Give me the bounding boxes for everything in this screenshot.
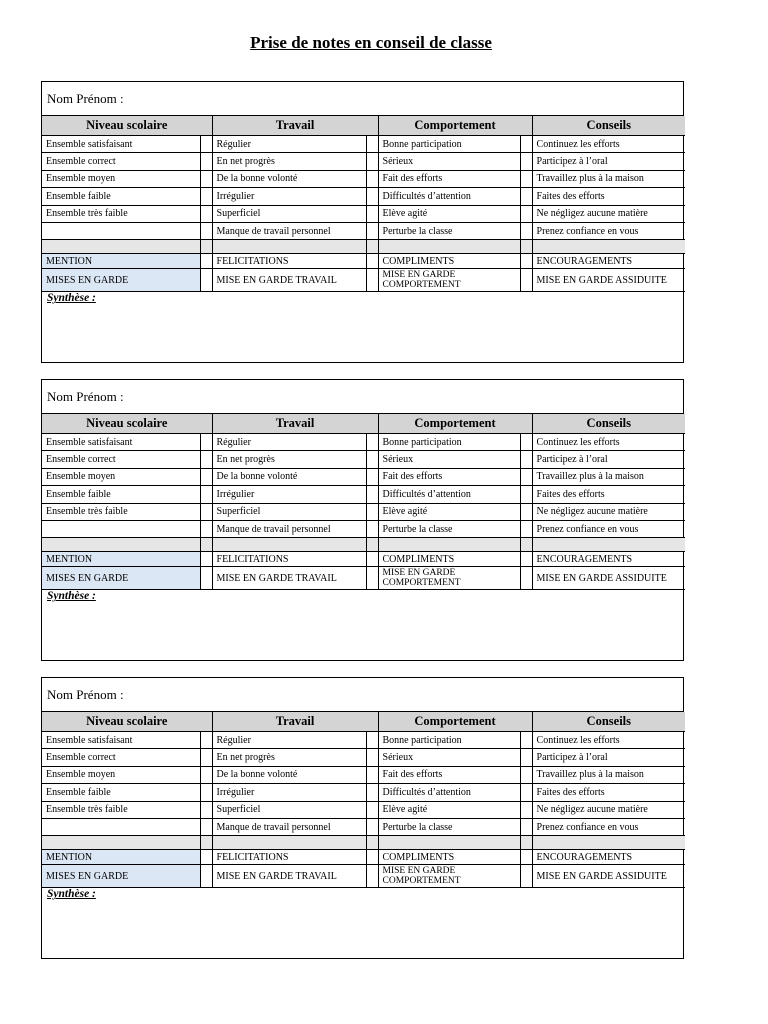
mention-label: ENCOURAGEMENTS [532,850,685,865]
option-row [42,732,685,749]
option-label: Difficultés d’attention [378,486,520,503]
mise-en-garde-label: MISE EN GARDE TRAVAIL [212,865,366,888]
checkbox-cell[interactable] [200,451,212,468]
option-label: Manque de travail personnel [212,222,366,239]
separator-cell [532,240,685,254]
option-row [42,434,685,451]
column-header: Conseils [532,712,685,732]
checkbox-cell[interactable] [200,205,212,222]
checkbox-cell[interactable] [366,136,378,153]
checkbox-cell[interactable] [520,188,532,205]
mise-en-garde-label: MISE EN GARDE COMPORTEMENT [378,865,520,888]
checkbox-cell[interactable] [366,222,378,239]
option-label [42,520,200,537]
checkbox-cell[interactable] [520,136,532,153]
checkbox-cell[interactable] [520,170,532,187]
checkbox-cell[interactable] [520,451,532,468]
header-row [42,414,685,434]
column-header: Niveau scolaire [42,712,212,732]
separator-cell [200,240,212,254]
checkbox-cell[interactable] [366,434,378,451]
mention-label: MENTION [42,552,200,567]
checkbox-cell[interactable] [200,468,212,485]
student-form-2 [41,379,684,661]
mise-en-garde-label: MISES EN GARDE [42,567,200,590]
mention-label: COMPLIMENTS [378,552,520,567]
option-label: En net progrès [212,153,366,170]
option-row [42,766,685,783]
header-row [42,116,685,136]
separator-cell [378,836,520,850]
option-label: Irrégulier [212,188,366,205]
nom-prenom-label: Nom Prénom : [47,389,124,404]
header-row [42,712,685,732]
separator-cell [200,836,212,850]
option-row [42,503,685,520]
option-label: Ensemble correct [42,749,200,766]
checkbox-cell[interactable] [366,188,378,205]
checkbox-cell[interactable] [366,801,378,818]
checkbox-cell[interactable] [520,486,532,503]
option-row [42,136,685,153]
synthese-area[interactable] [42,292,683,362]
option-label: Travaillez plus à la maison [532,468,685,485]
mention-row [42,552,685,567]
checkbox-cell[interactable] [366,567,378,590]
option-label: Superficiel [212,205,366,222]
checkbox-cell[interactable] [200,170,212,187]
checkbox-cell[interactable] [366,254,378,269]
checkbox-cell[interactable] [366,818,378,835]
option-row [42,801,685,818]
separator-cell [212,836,366,850]
checkbox-cell[interactable] [520,254,532,269]
option-label: Prenez confiance en vous [532,222,685,239]
checkbox-cell[interactable] [520,749,532,766]
option-label: Ensemble correct [42,153,200,170]
checkbox-cell[interactable] [200,486,212,503]
separator-row [42,538,685,552]
option-label: Perturbe la classe [378,818,520,835]
separator-cell [366,240,378,254]
mise-en-garde-label: MISE EN GARDE TRAVAIL [212,269,366,292]
checkbox-cell[interactable] [366,269,378,292]
option-label: Participez à l’oral [532,451,685,468]
option-label: Fait des efforts [378,468,520,485]
separator-cell [520,240,532,254]
checkbox-cell[interactable] [200,269,212,292]
checkbox-cell[interactable] [520,850,532,865]
option-label: Ensemble satisfaisant [42,136,200,153]
option-label: Ensemble moyen [42,170,200,187]
option-label: Ensemble faible [42,784,200,801]
separator-row [42,836,685,850]
checkbox-cell[interactable] [520,434,532,451]
option-row [42,153,685,170]
option-label: En net progrès [212,749,366,766]
option-label: Travaillez plus à la maison [532,766,685,783]
option-label: Fait des efforts [378,766,520,783]
option-label: Continuez les efforts [532,136,685,153]
option-label: De la bonne volonté [212,766,366,783]
column-header: Comportement [378,116,532,136]
separator-cell [378,240,520,254]
separator-cell [532,538,685,552]
option-label: Participez à l’oral [532,153,685,170]
separator-cell [366,538,378,552]
option-row [42,749,685,766]
separator-cell [212,538,366,552]
option-label: En net progrès [212,451,366,468]
option-row [42,170,685,187]
option-label: Ensemble faible [42,486,200,503]
mention-label: FELICITATIONS [212,254,366,269]
nom-prenom-label: Nom Prénom : [47,687,124,702]
option-label: Sérieux [378,451,520,468]
checkbox-cell[interactable] [366,205,378,222]
option-label [42,222,200,239]
option-row [42,222,685,239]
column-header: Comportement [378,414,532,434]
checkbox-cell[interactable] [520,503,532,520]
mises-en-garde-row [42,865,685,888]
checkbox-cell[interactable] [366,468,378,485]
separator-cell [42,240,200,254]
mention-label: COMPLIMENTS [378,254,520,269]
checkbox-cell[interactable] [366,552,378,567]
mise-en-garde-label: MISE EN GARDE ASSIDUITE [532,269,685,292]
checkbox-cell[interactable] [200,434,212,451]
option-label: Ensemble satisfaisant [42,434,200,451]
option-label: Participez à l’oral [532,749,685,766]
column-header: Conseils [532,414,685,434]
checkbox-cell[interactable] [366,170,378,187]
option-label [42,818,200,835]
checkbox-cell[interactable] [366,865,378,888]
option-label: Bonne participation [378,434,520,451]
checkbox-cell[interactable] [200,766,212,783]
option-label: Bonne participation [378,732,520,749]
option-label: Régulier [212,136,366,153]
option-label: Elève agité [378,801,520,818]
column-header: Niveau scolaire [42,116,212,136]
option-label: Fait des efforts [378,170,520,187]
option-row [42,188,685,205]
checkbox-cell[interactable] [520,552,532,567]
option-row [42,451,685,468]
mention-label: FELICITATIONS [212,552,366,567]
option-label: Ensemble correct [42,451,200,468]
nom-prenom-field[interactable] [42,678,683,712]
nom-prenom-field[interactable] [42,82,683,116]
option-label: Ensemble très faible [42,205,200,222]
evaluation-table [42,712,685,888]
option-label: De la bonne volonté [212,170,366,187]
option-label: Ne négligez aucune matière [532,205,685,222]
checkbox-cell[interactable] [520,766,532,783]
option-label: Faites des efforts [532,188,685,205]
column-header: Conseils [532,116,685,136]
checkbox-cell[interactable] [200,520,212,537]
checkbox-cell[interactable] [200,153,212,170]
checkbox-cell[interactable] [366,766,378,783]
synthese-label: Synthèse : [47,292,96,305]
option-label: Manque de travail personnel [212,520,366,537]
nom-prenom-label: Nom Prénom : [47,91,124,106]
separator-cell [378,538,520,552]
option-label: Prenez confiance en vous [532,520,685,537]
evaluation-table [42,414,685,590]
mise-en-garde-label: MISE EN GARDE COMPORTEMENT [378,567,520,590]
option-label: Continuez les efforts [532,732,685,749]
mise-en-garde-label: MISE EN GARDE ASSIDUITE [532,567,685,590]
checkbox-cell[interactable] [200,136,212,153]
checkbox-cell[interactable] [200,732,212,749]
checkbox-cell[interactable] [200,801,212,818]
checkbox-cell[interactable] [200,818,212,835]
option-label: Manque de travail personnel [212,818,366,835]
checkbox-cell[interactable] [520,865,532,888]
option-row [42,205,685,222]
checkbox-cell[interactable] [200,784,212,801]
option-label: Superficiel [212,503,366,520]
checkbox-cell[interactable] [520,468,532,485]
checkbox-cell[interactable] [520,801,532,818]
option-label: Irrégulier [212,486,366,503]
synthese-label: Synthèse : [47,590,96,603]
option-label: Ne négligez aucune matière [532,801,685,818]
checkbox-cell[interactable] [366,486,378,503]
checkbox-cell[interactable] [366,520,378,537]
nom-prenom-field[interactable] [42,380,683,414]
mention-label: MENTION [42,850,200,865]
checkbox-cell[interactable] [366,451,378,468]
mention-label: ENCOURAGEMENTS [532,552,685,567]
mises-en-garde-row [42,269,685,292]
column-header: Travail [212,116,378,136]
option-label: Ne négligez aucune matière [532,503,685,520]
option-label: Ensemble satisfaisant [42,732,200,749]
option-label: Sérieux [378,153,520,170]
option-label: Bonne participation [378,136,520,153]
option-row [42,468,685,485]
option-label: Travaillez plus à la maison [532,170,685,187]
checkbox-cell[interactable] [520,520,532,537]
evaluation-table [42,116,685,292]
mise-en-garde-label: MISES EN GARDE [42,865,200,888]
option-label: Difficultés d’attention [378,784,520,801]
option-label: Elève agité [378,503,520,520]
mise-en-garde-label: MISES EN GARDE [42,269,200,292]
option-label: Superficiel [212,801,366,818]
checkbox-cell[interactable] [366,153,378,170]
mention-label: COMPLIMENTS [378,850,520,865]
checkbox-cell[interactable] [366,850,378,865]
option-label: Faites des efforts [532,784,685,801]
checkbox-cell[interactable] [520,153,532,170]
column-header: Travail [212,414,378,434]
checkbox-cell[interactable] [520,567,532,590]
synthese-area[interactable] [42,590,683,660]
separator-cell [520,538,532,552]
checkbox-cell[interactable] [200,222,212,239]
mise-en-garde-label: MISE EN GARDE TRAVAIL [212,567,366,590]
option-label: Sérieux [378,749,520,766]
mention-label: ENCOURAGEMENTS [532,254,685,269]
option-label: Ensemble très faible [42,503,200,520]
option-row [42,520,685,537]
option-row [42,784,685,801]
separator-cell [200,538,212,552]
checkbox-cell[interactable] [366,503,378,520]
mention-label: MENTION [42,254,200,269]
option-label: De la bonne volonté [212,468,366,485]
student-form-1 [41,81,684,363]
checkbox-cell[interactable] [200,850,212,865]
checkbox-cell[interactable] [200,503,212,520]
mention-label: FELICITATIONS [212,850,366,865]
option-label: Faites des efforts [532,486,685,503]
column-header: Travail [212,712,378,732]
option-label: Perturbe la classe [378,222,520,239]
option-label: Difficultés d’attention [378,188,520,205]
separator-cell [532,836,685,850]
mise-en-garde-label: MISE EN GARDE ASSIDUITE [532,865,685,888]
checkbox-cell[interactable] [200,552,212,567]
option-label: Ensemble moyen [42,468,200,485]
checkbox-cell[interactable] [200,865,212,888]
option-label: Ensemble très faible [42,801,200,818]
checkbox-cell[interactable] [520,222,532,239]
checkbox-cell[interactable] [366,784,378,801]
page-title: Prise de notes en conseil de classe [250,33,492,52]
checkbox-cell[interactable] [200,749,212,766]
option-label: Ensemble faible [42,188,200,205]
option-label: Continuez les efforts [532,434,685,451]
checkbox-cell[interactable] [520,269,532,292]
column-header: Niveau scolaire [42,414,212,434]
checkbox-cell[interactable] [200,254,212,269]
option-label: Perturbe la classe [378,520,520,537]
option-label: Régulier [212,732,366,749]
option-label: Ensemble moyen [42,766,200,783]
option-label: Irrégulier [212,784,366,801]
synthese-area[interactable] [42,888,683,958]
checkbox-cell[interactable] [520,205,532,222]
checkbox-cell[interactable] [520,784,532,801]
option-row [42,486,685,503]
mises-en-garde-row [42,567,685,590]
checkbox-cell[interactable] [520,818,532,835]
checkbox-cell[interactable] [200,567,212,590]
synthese-label: Synthèse : [47,888,96,901]
separator-cell [520,836,532,850]
checkbox-cell[interactable] [366,749,378,766]
checkbox-cell[interactable] [366,732,378,749]
student-form-3 [41,677,684,959]
checkbox-cell[interactable] [520,732,532,749]
checkbox-cell[interactable] [200,188,212,205]
separator-cell [42,538,200,552]
option-row [42,818,685,835]
separator-cell [366,836,378,850]
separator-cell [42,836,200,850]
mise-en-garde-label: MISE EN GARDE COMPORTEMENT [378,269,520,292]
mention-row [42,254,685,269]
mention-row [42,850,685,865]
separator-cell [212,240,366,254]
column-header: Comportement [378,712,532,732]
option-label: Prenez confiance en vous [532,818,685,835]
option-label: Régulier [212,434,366,451]
option-label: Elève agité [378,205,520,222]
separator-row [42,240,685,254]
